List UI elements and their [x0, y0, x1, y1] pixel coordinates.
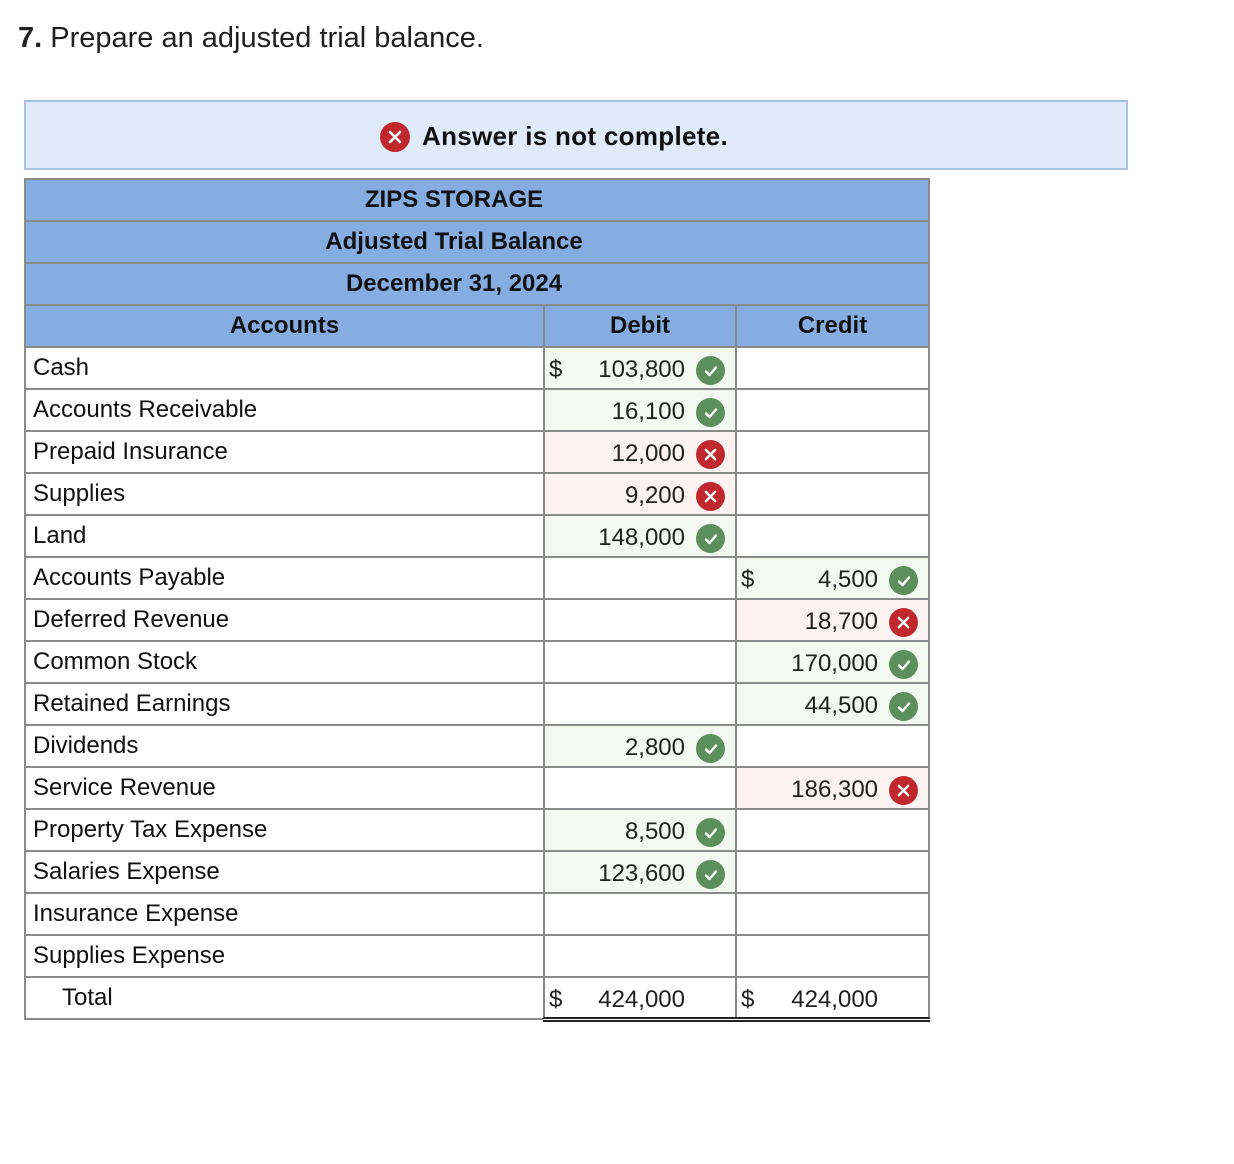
x-circle-icon	[380, 122, 410, 152]
debit-amount-cell[interactable]	[544, 935, 736, 977]
total-row	[25, 977, 929, 1019]
credit-amount-value: 4,500	[817, 566, 879, 593]
debit-amount-cell[interactable]	[544, 599, 736, 641]
account-name-cell: Property Tax Expense	[25, 809, 544, 851]
question-number: 7.	[18, 22, 43, 54]
check-circle-icon	[696, 524, 725, 553]
credit-amount-cell[interactable]	[736, 893, 929, 935]
credit-amount-value: 186,300	[791, 776, 879, 803]
debit-column-header: Debit	[544, 305, 736, 347]
account-name-cell: Salaries Expense	[25, 851, 544, 893]
check-circle-icon	[889, 692, 918, 721]
check-circle-icon	[889, 566, 918, 595]
check-circle-icon	[696, 818, 725, 847]
debit-amount-value: 8,500	[624, 818, 685, 845]
credit-amount-value: 18,700	[804, 608, 879, 635]
accounts-column-header: Accounts	[25, 305, 544, 347]
credit-amount-cell[interactable]	[736, 851, 929, 893]
debit-amount-cell[interactable]	[544, 893, 736, 935]
total-debit-value: 424,000	[598, 986, 685, 1013]
debit-amount-value: 2,800	[624, 734, 685, 761]
table-row	[25, 809, 929, 851]
credit-amount-cell[interactable]	[736, 641, 929, 683]
debit-amount-value: 9,200	[624, 482, 685, 509]
x-circle-icon	[696, 482, 725, 511]
credit-amount-cell[interactable]	[736, 473, 929, 515]
account-name-cell: Land	[25, 515, 544, 557]
adjusted-trial-balance-table	[24, 178, 930, 1022]
debit-amount-cell[interactable]	[544, 851, 736, 893]
table-row	[25, 893, 929, 935]
question-text: Prepare an adjusted trial balance.	[50, 22, 484, 54]
account-name-cell: Supplies Expense	[25, 935, 544, 977]
account-name-cell: Deferred Revenue	[25, 599, 544, 641]
dollar-sign: $	[549, 356, 563, 383]
x-circle-icon	[889, 776, 918, 805]
x-circle-icon	[696, 440, 725, 469]
debit-amount-value: 148,000	[598, 524, 685, 551]
table-row	[25, 557, 929, 599]
credit-amount-cell[interactable]	[736, 347, 929, 389]
debit-amount-cell[interactable]	[544, 515, 736, 557]
table-row	[25, 683, 929, 725]
credit-amount-cell[interactable]	[736, 557, 929, 599]
debit-amount-value: 16,100	[611, 398, 685, 425]
debit-amount-cell[interactable]	[544, 809, 736, 851]
debit-amount-cell[interactable]	[544, 473, 736, 515]
credit-column-header: Credit	[736, 305, 929, 347]
table-row	[25, 935, 929, 977]
dollar-sign: $	[741, 986, 755, 1013]
account-name-cell: Cash	[25, 347, 544, 389]
debit-amount-cell[interactable]	[544, 725, 736, 767]
table-row	[25, 851, 929, 893]
table-row	[25, 599, 929, 641]
account-name-cell: Dividends	[25, 725, 544, 767]
table-row	[25, 725, 929, 767]
check-circle-icon	[696, 398, 725, 427]
account-name-cell: Common Stock	[25, 641, 544, 683]
dollar-sign: $	[549, 986, 563, 1013]
statement-date-header: December 31, 2024	[25, 263, 929, 305]
debit-amount-cell[interactable]	[544, 767, 736, 809]
total-label: Total	[25, 977, 544, 1019]
dollar-sign: $	[741, 566, 755, 593]
credit-amount-cell[interactable]	[736, 809, 929, 851]
debit-amount-cell[interactable]	[544, 389, 736, 431]
check-circle-icon	[696, 734, 725, 763]
check-circle-icon	[696, 860, 725, 889]
table-row	[25, 473, 929, 515]
total-debit-cell	[544, 977, 736, 1019]
debit-amount-cell[interactable]	[544, 641, 736, 683]
debit-amount-cell[interactable]	[544, 557, 736, 599]
account-name-cell: Accounts Receivable	[25, 389, 544, 431]
account-name-cell: Retained Earnings	[25, 683, 544, 725]
answer-status-banner	[24, 100, 1128, 170]
table-row	[25, 767, 929, 809]
table-row	[25, 431, 929, 473]
credit-amount-value: 44,500	[804, 692, 879, 719]
credit-amount-cell[interactable]	[736, 599, 929, 641]
credit-amount-value: 170,000	[791, 650, 879, 677]
account-name-cell: Prepaid Insurance	[25, 431, 544, 473]
check-circle-icon	[889, 650, 918, 679]
total-credit-cell	[736, 977, 929, 1019]
table-row	[25, 347, 929, 389]
credit-amount-cell[interactable]	[736, 389, 929, 431]
statement-title-header: Adjusted Trial Balance	[25, 221, 929, 263]
table-row	[25, 389, 929, 431]
debit-amount-value: 123,600	[598, 860, 685, 887]
table-row	[25, 515, 929, 557]
debit-amount-value: 103,800	[598, 356, 685, 383]
account-name-cell: Insurance Expense	[25, 893, 544, 935]
credit-amount-cell[interactable]	[736, 515, 929, 557]
credit-amount-cell[interactable]	[736, 725, 929, 767]
credit-amount-cell[interactable]	[736, 935, 929, 977]
total-credit-value: 424,000	[791, 986, 879, 1013]
x-circle-icon	[889, 608, 918, 637]
credit-amount-cell[interactable]	[736, 683, 929, 725]
table-row	[25, 641, 929, 683]
debit-amount-cell[interactable]	[544, 431, 736, 473]
debit-amount-cell[interactable]	[544, 683, 736, 725]
credit-amount-cell[interactable]	[736, 431, 929, 473]
account-name-cell: Service Revenue	[25, 767, 544, 809]
company-name-header: ZIPS STORAGE	[25, 179, 929, 221]
check-circle-icon	[696, 356, 725, 385]
status-message: Answer is not complete.	[422, 121, 728, 151]
account-name-cell: Supplies	[25, 473, 544, 515]
account-name-cell: Accounts Payable	[25, 557, 544, 599]
debit-amount-value: 12,000	[611, 440, 685, 467]
question-heading	[18, 18, 484, 58]
debit-amount-cell[interactable]	[544, 347, 736, 389]
credit-amount-cell[interactable]	[736, 767, 929, 809]
